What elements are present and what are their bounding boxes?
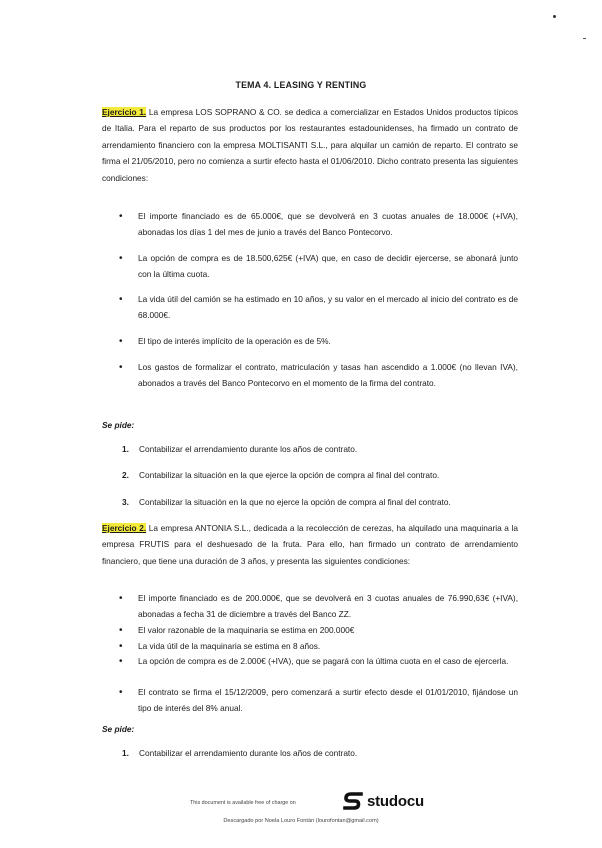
list-item: • El importe financiado es de 65.000€, que se devolverá en 3 cuotas anuales de 18.000€ (+IVA), abonadas los días 1 del mes de junio a través del Banco Pontecorvo.	[138, 209, 518, 240]
task-text: Contabilizar el arrendamiento durante los años de contrato.	[139, 748, 358, 758]
list-item	[122, 470, 439, 480]
list-item: • La vida útil de la maquinaria se estima en 8 años.	[138, 639, 518, 655]
task-number: 3.	[122, 497, 129, 507]
list-item: • La vida útil del camión se ha estimado en 10 años, y su valor en el mercado al inicio del contrato es de 68.000€.	[138, 292, 518, 323]
exercise-2-text: La empresa ANTONIA S.L., dedicada a la recolección de cerezas, ha alquilado una maquinaria a la empresa FRUTIS para el deshuesado de la fruta. Para ello, han firmado un contrato de arrendamiento financiero, que tiene una duración de 3 años, y presenta las siguientes condiciones:	[102, 523, 518, 566]
list-item: • La opción de compra es de 2.000€ (+IVA), que se pagará con la última cuota en el caso de ejercerla.	[138, 654, 518, 670]
studocu-logo-icon	[343, 792, 363, 810]
footer-download-info: Descargado por Noela Louro Fontán (lourofontan@gmail.com)	[223, 818, 379, 824]
list-item	[122, 748, 357, 758]
list-item	[122, 497, 451, 507]
page-title: TEMA 4. LEASING Y RENTING	[235, 80, 367, 90]
exercise-1-intro	[102, 104, 518, 186]
list-item: • El tipo de interés implícito de la operación es de 5%.	[138, 334, 518, 350]
studocu-logo[interactable]	[343, 792, 424, 810]
exercise-2-intro	[102, 520, 518, 569]
task-number: 1.	[122, 748, 129, 758]
task-text: Contabilizar la situación en la que no ejerce la opción de compra al final del contrato.	[139, 497, 451, 507]
footer-availability: This document is available free of charge on	[190, 800, 296, 806]
list-item: • La opción de compra es de 18.500,625€ (+IVA) que, en caso de decidir ejercerse, se abonará junto con la última cuota.	[138, 251, 518, 282]
exercise-2-se-pide: Se pide:	[102, 724, 135, 734]
studocu-brand: studocu	[367, 792, 424, 810]
exercise-1-se-pide: Se pide:	[102, 420, 135, 430]
exercise-1-label: Ejercicio 1.	[102, 107, 147, 117]
list-item	[122, 444, 357, 454]
exercise-1-text: La empresa LOS SOPRANO & CO. se dedica a comercializar en Estados Unidos productos típicos de Italia. Para el reparto de sus productos por los restaurantes estadounidenses, ha firmado un contrato de arrendamiento financiero con la empresa MOLTISANTI S.L., para alquilar un camión de reparto. El contrato se firma el 21/05/2010, pero no comienza a surtir efecto hasta el 01/06/2010. Dicho contrato presenta las siguientes condiciones:	[102, 107, 518, 183]
scan-speck	[553, 15, 556, 18]
task-text: Contabilizar la situación en la que ejerce la opción de compra al final del contrato.	[139, 470, 440, 480]
list-item: • El valor razonable de la maquinaria se estima en 200.000€	[138, 623, 518, 639]
task-number: 2.	[122, 470, 129, 480]
list-item: • Los gastos de formalizar el contrato, matriculación y tasas han ascendido a 1.000€ (no llevan IVA), abonados a través del Banco Pontecorvo en el momento de la firma del contrato.	[138, 360, 518, 391]
scan-mark	[583, 38, 586, 39]
task-number: 1.	[122, 444, 129, 454]
list-item: • El contrato se firma el 15/12/2009, pero comenzará a surtir efecto desde el 01/01/2010, fijándose un tipo de interés del 8% anual.	[138, 685, 518, 716]
task-text: Contabilizar el arrendamiento durante los años de contrato.	[139, 444, 358, 454]
list-item: • El importe financiado es de 200.000€, que se devolverá en 3 cuotas anuales de 76.990,63€ (+IVA), abonadas a fecha 31 de diciembre a través del Banco ZZ.	[138, 591, 518, 622]
exercise-2-label: Ejercicio 2.	[102, 523, 147, 533]
